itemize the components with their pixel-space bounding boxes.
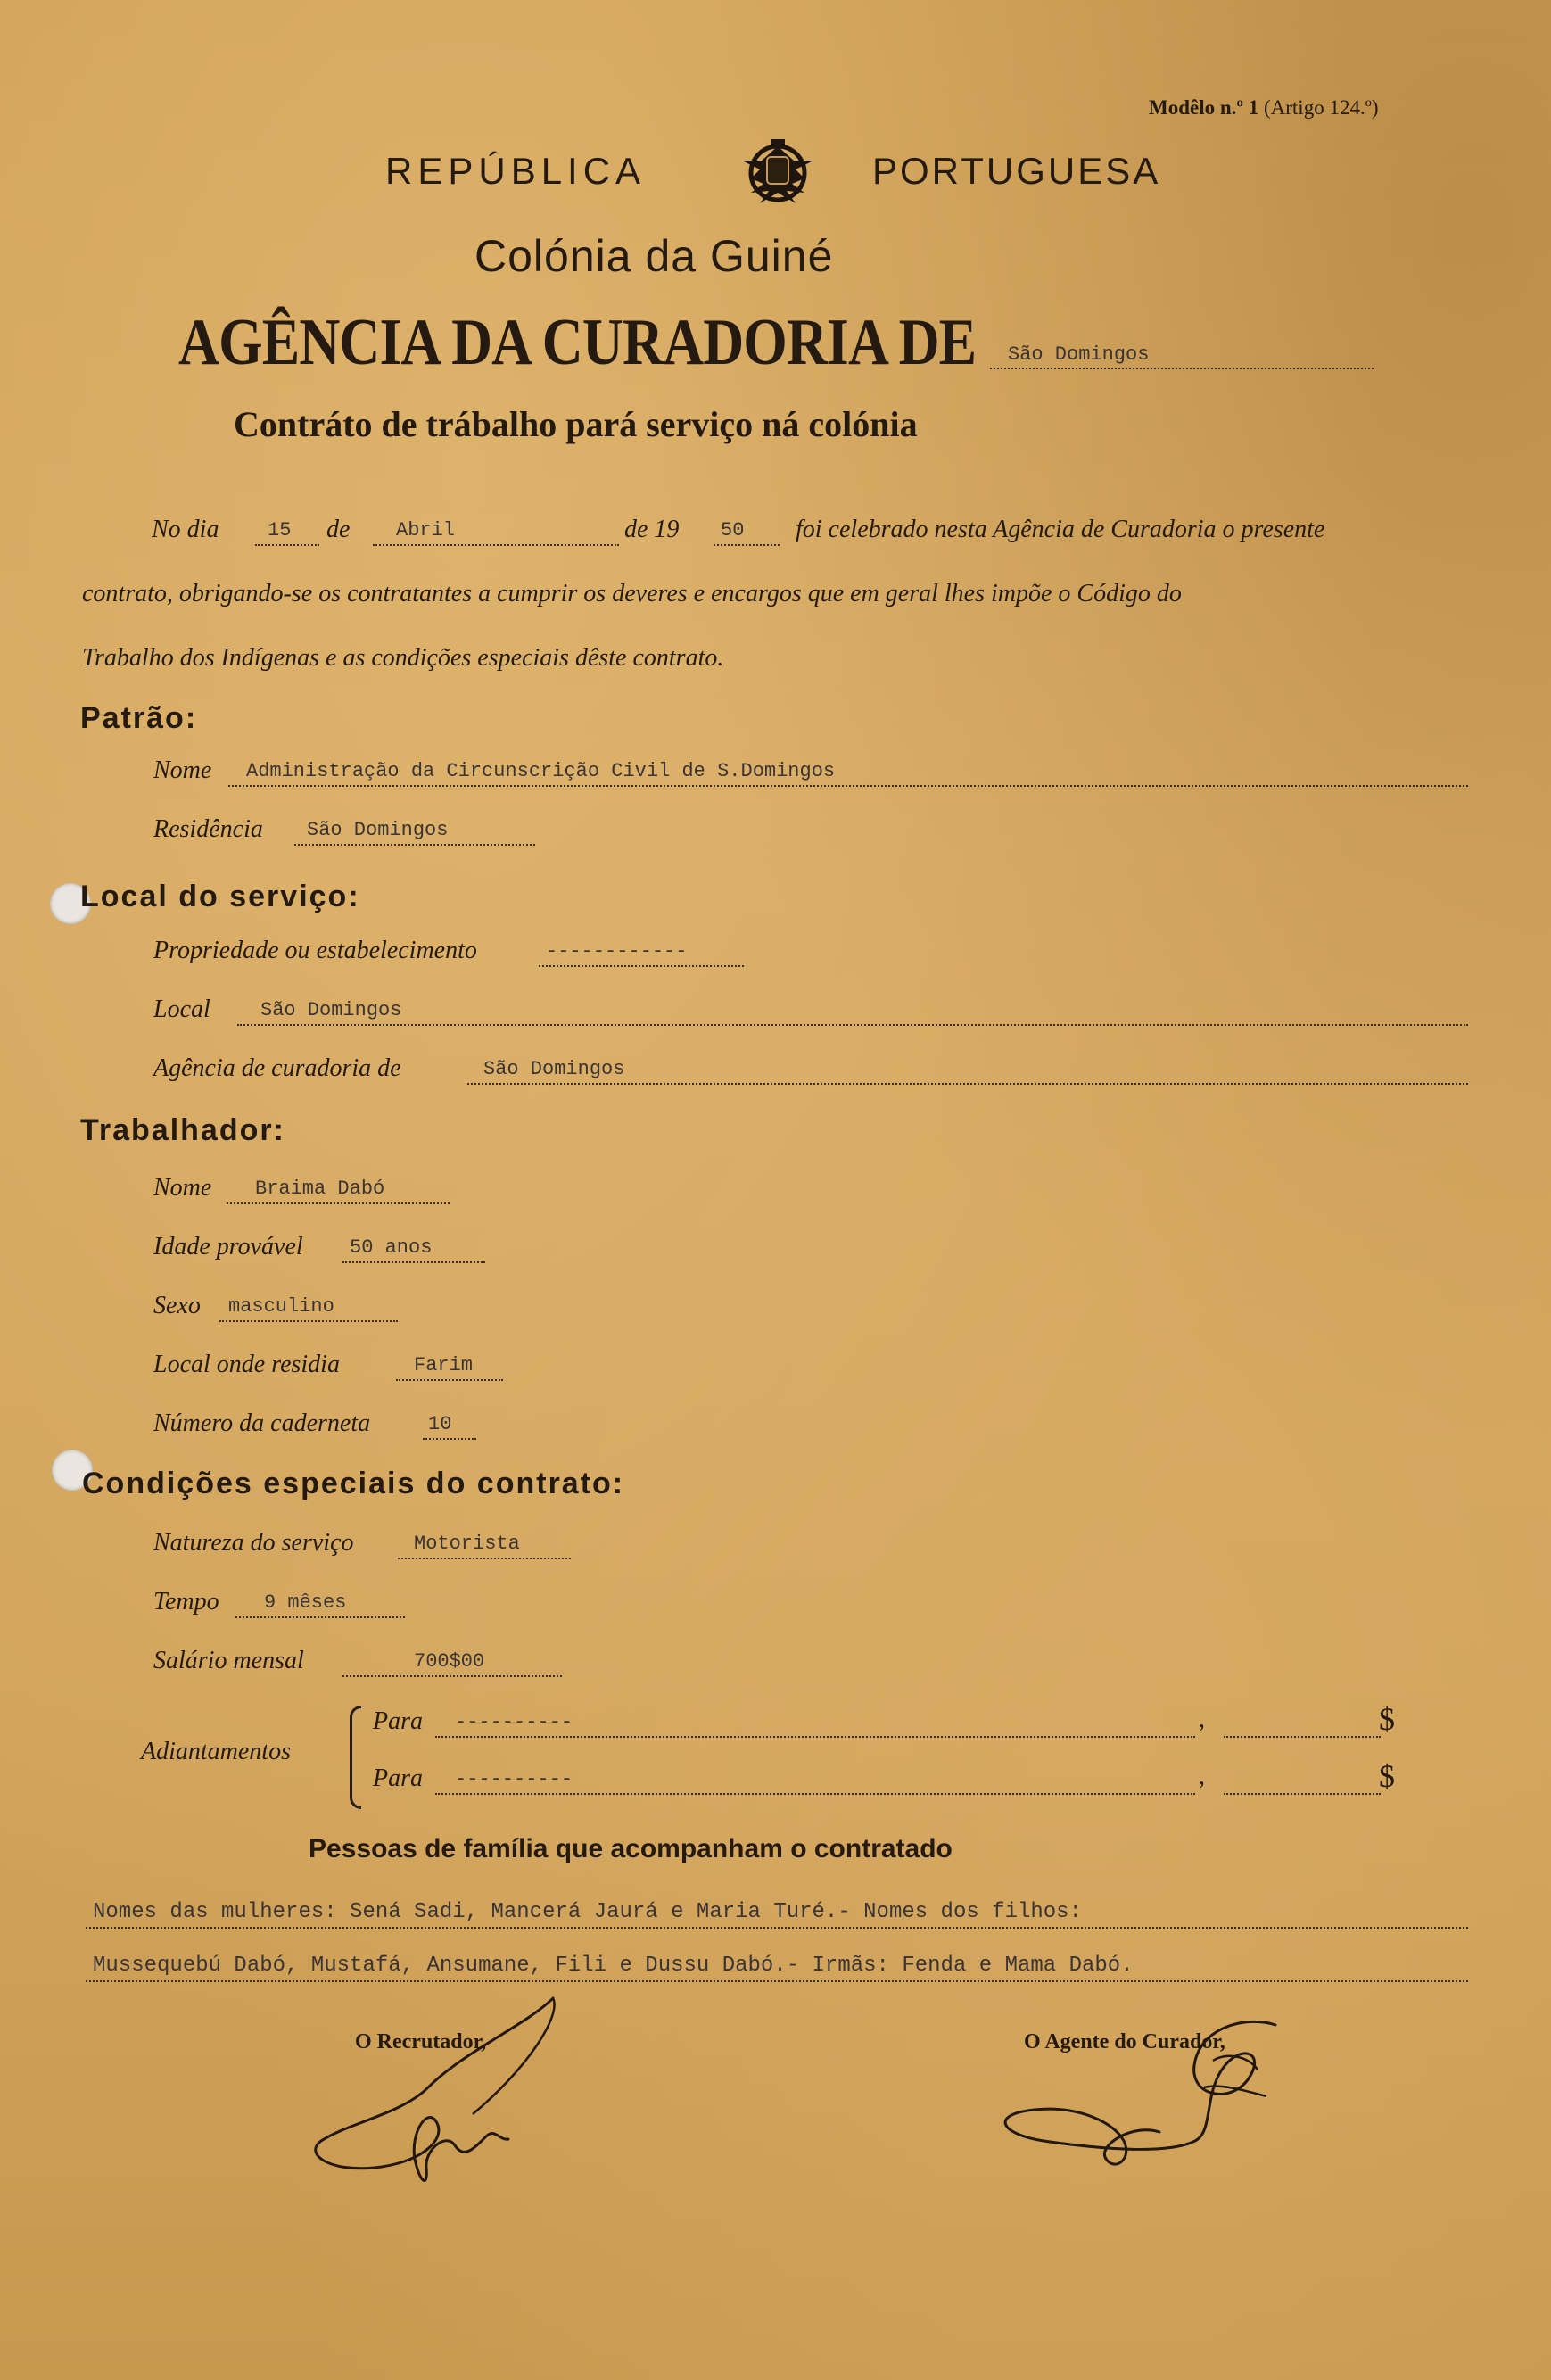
condicoes-heading: Condições especiais do contrato: [82, 1467, 625, 1500]
propriedade-label: Propriedade ou estabelecimento [153, 937, 477, 964]
para-currency-2: $ [1379, 1758, 1395, 1794]
residia-dotline [396, 1379, 503, 1381]
familia-dotline-2 [86, 1980, 1468, 1982]
sexo-dotline [219, 1320, 398, 1322]
signature-left-label: O Recrutador, [355, 2030, 487, 2054]
intro-text-4: foi celebrado nesta Agência de Curadoria o presente [796, 516, 1325, 543]
natureza-label: Natureza do serviço [153, 1529, 354, 1557]
caderneta-label: Número da caderneta [153, 1409, 371, 1437]
patrao-residencia-label: Residência [153, 815, 263, 843]
patrao-nome-value: Administração da Circunscrição Civil de S.Domingos [246, 760, 836, 782]
signature-right-label: O Agente do Curador, [1024, 2030, 1225, 2054]
para-dotline-2 [435, 1793, 1195, 1795]
local-label: Local [153, 996, 210, 1023]
para-amount-dotline-2 [1224, 1793, 1381, 1795]
agency-dotline [990, 368, 1374, 369]
trabalhador-nome-label: Nome [153, 1174, 212, 1202]
idade-value: 50 anos [350, 1236, 433, 1259]
model-label: Modêlo n.º 1 [1149, 96, 1259, 119]
idade-label: Idade provável [153, 1233, 303, 1260]
patrao-heading: Patrão: [80, 701, 198, 735]
propriedade-dotline [539, 965, 744, 967]
tempo-value: 9 mêses [264, 1591, 347, 1614]
contract-title: Contráto de trábalho pará serviço ná colónia [234, 404, 918, 444]
intro-text-2: de [326, 516, 351, 543]
residia-label: Local onde residia [153, 1351, 340, 1378]
model-number [1149, 96, 1378, 120]
caderneta-dotline [423, 1438, 476, 1440]
idade-dotline [342, 1261, 485, 1263]
sexo-label: Sexo [153, 1292, 201, 1319]
para-dotline-1 [435, 1736, 1195, 1738]
coat-of-arms-icon [724, 134, 831, 209]
patrao-nome-dotline [228, 785, 1468, 787]
para-currency-1: $ [1379, 1701, 1395, 1737]
familia-line-1: Nomes das mulheres: Sená Sadi, Mancerá Jaurá e Maria Turé.- Nomes dos filhos: [93, 1900, 1082, 1924]
patrao-nome-label: Nome [153, 756, 212, 784]
para-amount-dotline-1 [1224, 1736, 1381, 1738]
intro-line-2: contrato, obrigando-se os contratantes a cumprir os deveres e encargos que em geral lhes impõe o Código do [82, 580, 1182, 607]
adiantamentos-label: Adiantamentos [141, 1738, 291, 1765]
intro-month: Abril [396, 519, 456, 541]
familia-line-2: Mussequebú Dabó, Mustafá, Ansumane, Fili e Dussu Dabó.- Irmãs: Fenda e Mama Dabó. [93, 1954, 1134, 1978]
model-article: (Artigo 124.º) [1263, 96, 1379, 119]
para-comma-1: , [1199, 1706, 1205, 1733]
tempo-label: Tempo [153, 1588, 219, 1616]
agency-value: São Domingos [1008, 343, 1150, 366]
intro-year: 50 [721, 519, 745, 541]
signature-right-icon [981, 2007, 1302, 2186]
para-label-2: Para [373, 1764, 423, 1792]
familia-dotline-1 [86, 1927, 1468, 1929]
intro-month-dotline [373, 544, 619, 546]
natureza-value: Motorista [414, 1533, 520, 1555]
agencia-dotline [467, 1083, 1468, 1085]
colony-name: Colónia da Guiné [474, 231, 834, 281]
intro-text-1: No dia [152, 516, 219, 543]
familia-heading: Pessoas de família que acompanham o contratado [309, 1834, 953, 1864]
intro-day-dotline [255, 544, 319, 546]
intro-year-dotline [714, 544, 780, 546]
local-dotline [237, 1024, 1468, 1026]
adiantamentos-brace [350, 1706, 361, 1809]
salario-label: Salário mensal [153, 1647, 304, 1674]
residia-value: Farim [414, 1354, 474, 1376]
patrao-residencia-dotline [294, 844, 535, 846]
salario-dotline [342, 1675, 562, 1677]
local-value: São Domingos [260, 999, 402, 1021]
agency-title: AGÊNCIA DA CURADORIA DE [178, 306, 977, 379]
para-label-1: Para [373, 1707, 423, 1735]
republic-right: PORTUGUESA [872, 150, 1161, 192]
propriedade-value: ------------ [546, 940, 688, 963]
republic-left: REPÚBLICA [385, 150, 647, 192]
intro-line-3: Trabalho dos Indígenas e as condições especiais dêste contrato. [82, 644, 724, 672]
trabalhador-heading: Trabalhador: [80, 1113, 285, 1147]
trabalhador-nome-dotline [227, 1202, 450, 1204]
patrao-residencia-value: São Domingos [307, 819, 449, 841]
intro-text-3: de 19 [624, 516, 680, 543]
caderneta-value: 10 [428, 1413, 452, 1435]
para-dashes-1: ---------- [455, 1711, 573, 1733]
agencia-label: Agência de curadoria de [153, 1054, 401, 1082]
salario-value: 700$00 [414, 1650, 485, 1673]
trabalhador-nome-value: Braima Dabó [255, 1178, 385, 1200]
intro-day: 15 [268, 519, 292, 541]
sexo-value: masculino [228, 1295, 334, 1318]
tempo-dotline [235, 1616, 405, 1618]
signature-left-icon [294, 1989, 580, 2194]
para-comma-2: , [1199, 1763, 1205, 1790]
agencia-value: São Domingos [483, 1058, 625, 1080]
local-servico-heading: Local do serviço: [80, 880, 360, 913]
natureza-dotline [398, 1558, 571, 1559]
para-dashes-2: ---------- [455, 1768, 573, 1790]
